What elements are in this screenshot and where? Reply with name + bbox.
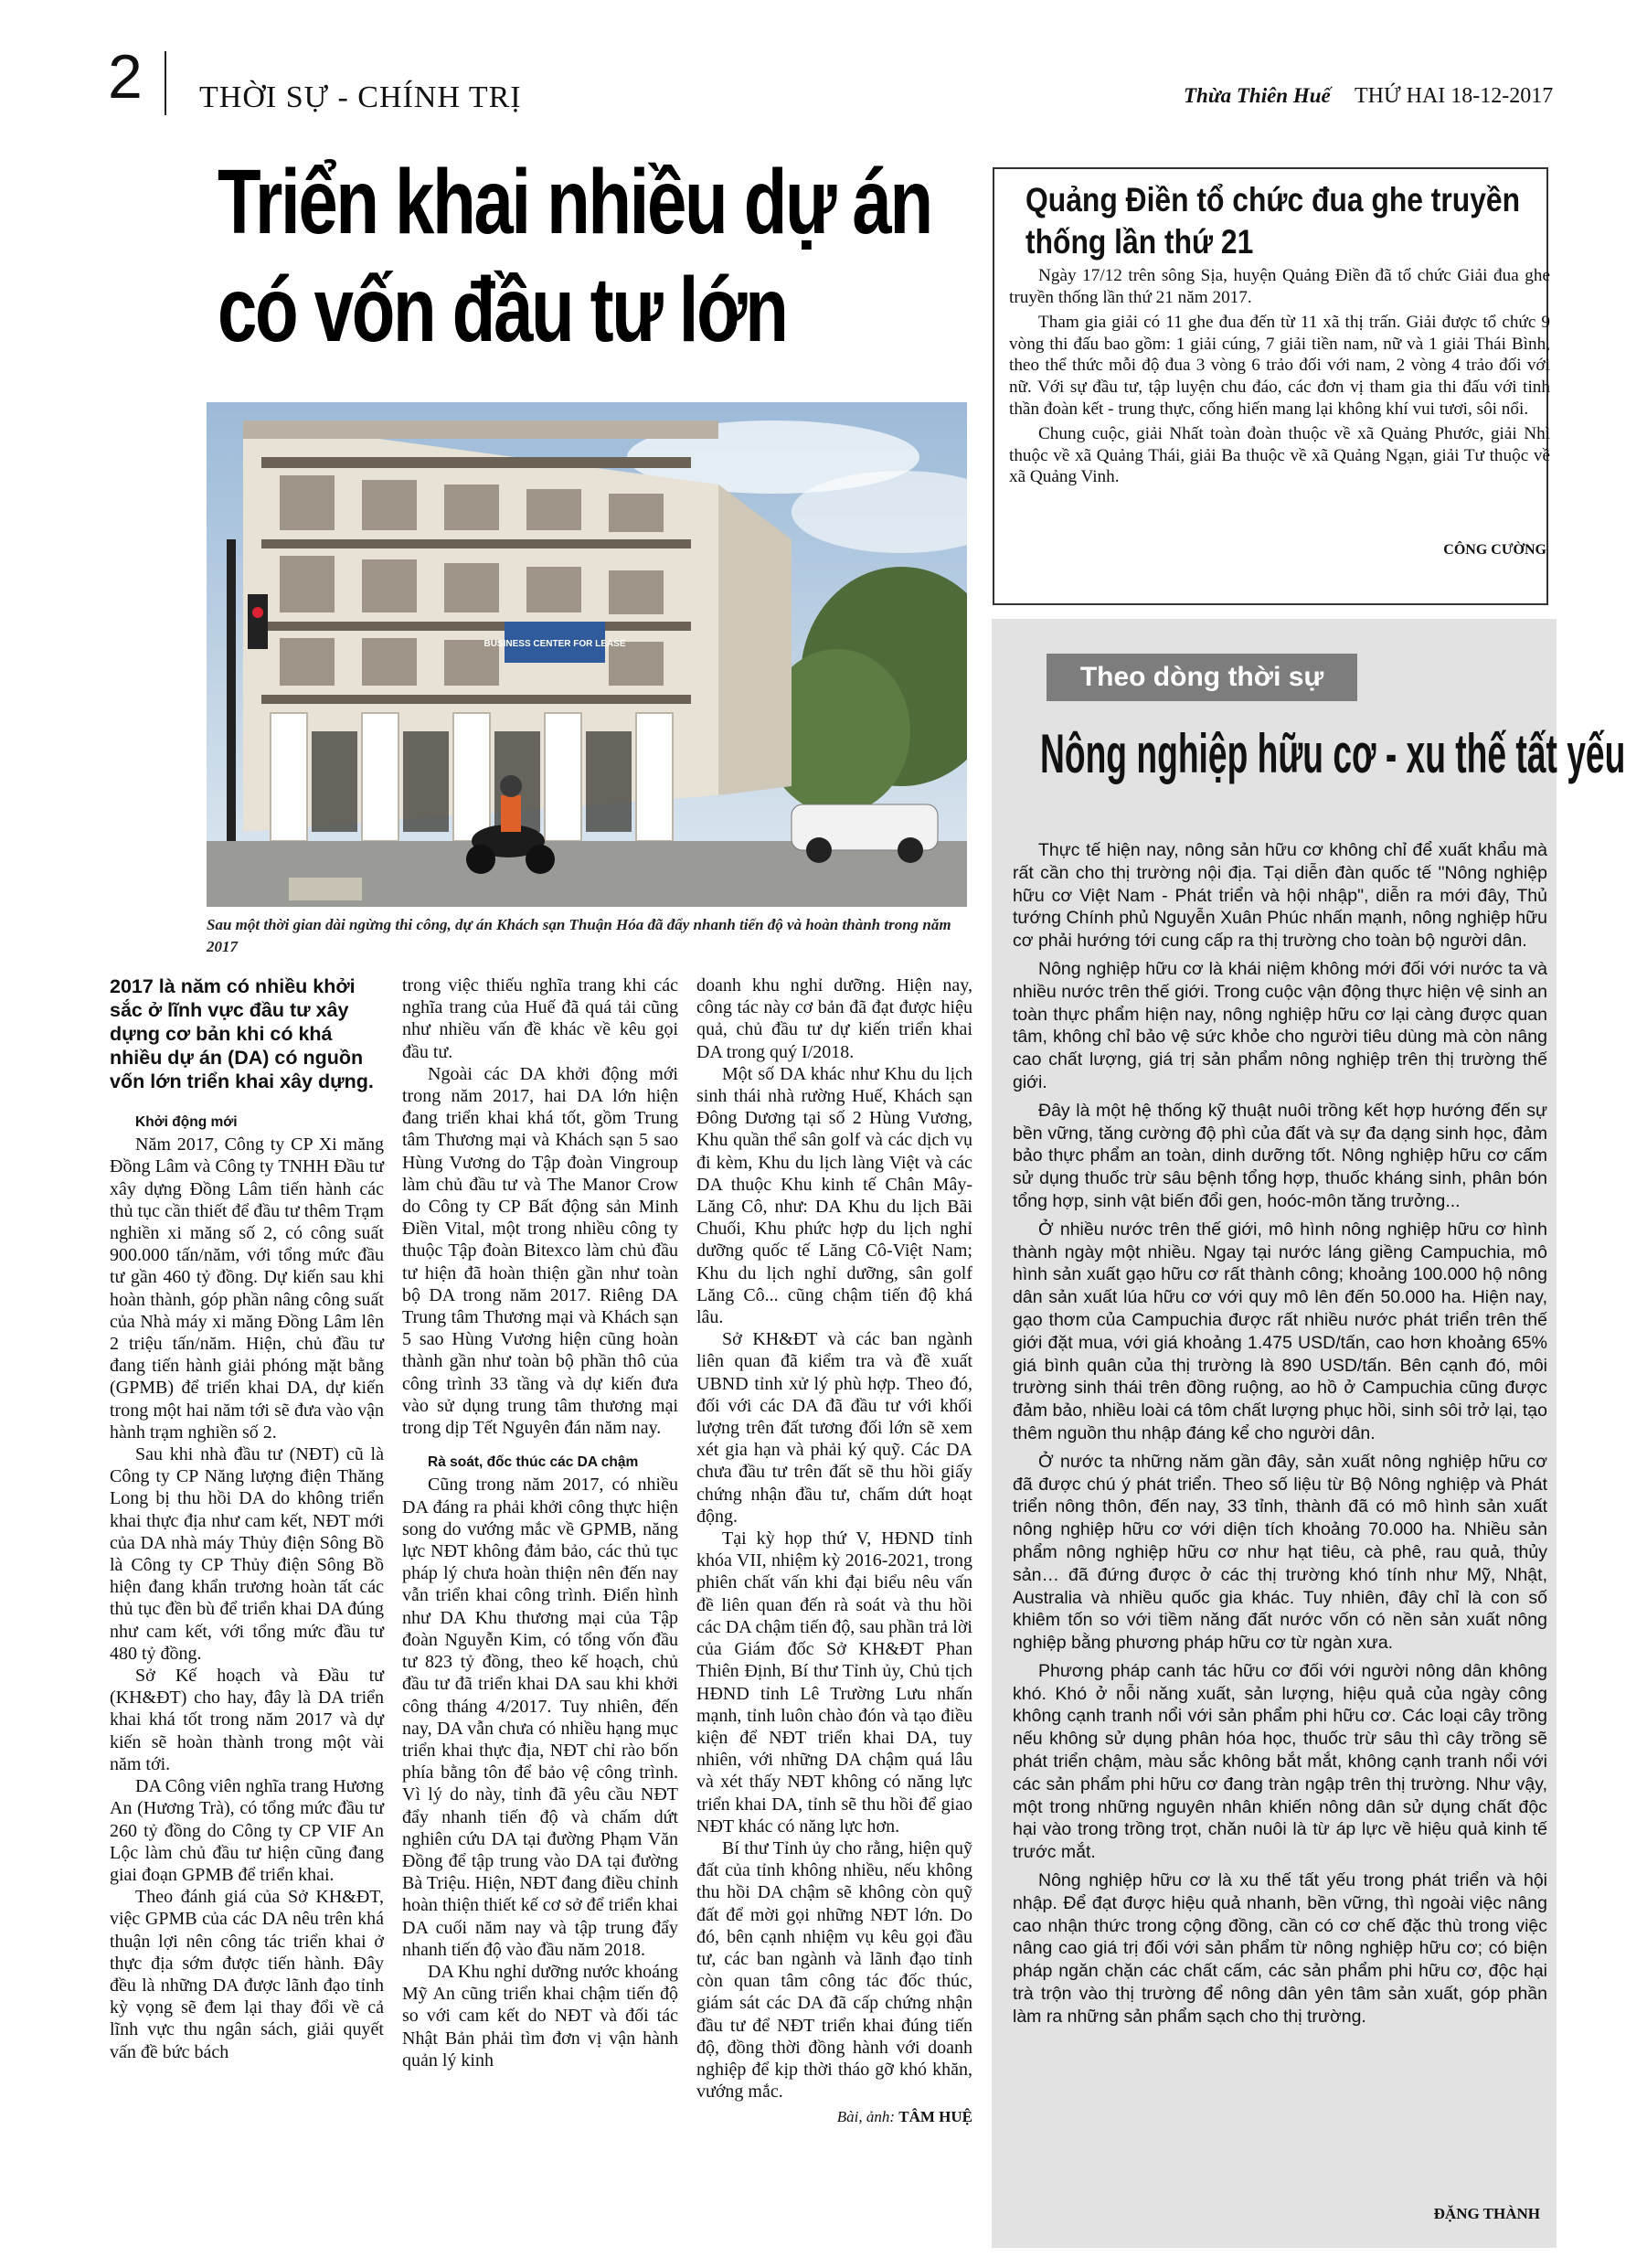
boat-race-body: [1009, 265, 1550, 492]
paragraph: Sau khi nhà đầu tư (NĐT) cũ là Công ty CP Năng lượng điện Thăng Long bị thu hồi DA do không triển khai thực địa như cam kết, NĐT mới của DA nhà máy Thủy điện Sông Bồ là Công ty CP Thủy điện Sông Bồ hiện đang khẩn trương hoàn tất các thủ tục đền bù để triển khai DA đúng như cam kết, với tổng mức đầu tư 480 tỷ đồng.: [110, 1444, 384, 1664]
paragraph: Năm 2017, Công ty CP Xi măng Đồng Lâm và Công ty TNHH Đầu tư xây dựng Đồng Lâm tiến hành các thủ tục cần thiết để đầu tư thêm Trạm nghiền xi măng số 2, có công suất 900.000 tấn/năm, với tổng mức đầu tư gần 460 tỷ đồng. Dự kiến sau khi hoàn thành, góp phần nâng công suất của Nhà máy xi măng Đồng Lâm lên 2 triệu tấn/năm. Hiện, chủ đầu tư đang tiến hành giải phóng mặt bằng (GPMB) để triển khai DA, dự kiến trong một hai năm tới sẽ đưa vào vận hành trạm nghiền số 2.: [110, 1134, 384, 1443]
paragraph: Bí thư Tỉnh ủy cho rằng, hiện quỹ đất của tỉnh không nhiều, nếu không thu hồi DA chậm sẽ không còn quỹ đất để mời gọi những NĐT lớn. Do đó, bên cạnh nhiệm vụ kêu gọi đầu tư, các ban ngành và lãnh đạo tỉnh còn quan tâm công tác đốc thúc, giám sát các DA đã cấp chứng nhận đầu tư để NĐT triển khai đúng tiến độ, đồng thời đồng hành với doanh nghiệp để kịp thời tháo gỡ khó khăn, vướng mắc.: [696, 1837, 972, 2103]
boat-race-author: CÔNG CƯỜNG: [1443, 542, 1546, 558]
byline-prefix: Bài, ảnh:: [836, 2108, 895, 2126]
paragraph: Một số DA khác như Khu du lịch sinh thái nhà rường Huế, Khách sạn Đông Dương tại số 2 Hùng Vương, Khu quần thể sân golf và các dịch vụ đi kèm, Khu du lịch làng Việt và các DA thuộc Khu kinh tế Chân Mây- Lăng Cô, như: DA Khu du lịch Bãi Chuối, Khu phức hợp du lịch nghỉ dưỡng quốc tế Lăng Cô-Việt Nam; Khu du lịch nghỉ dưỡng, sân golf Lăng Cô... cũng chậm tiến độ khá lâu.: [696, 1063, 972, 1328]
article-byline: [696, 2106, 972, 2128]
article-lead: 2017 là năm có nhiều khởi sắc ở lĩnh vực đầu tư xây dựng cơ bản khi có khá nhiều dự án (DA) có nguồn vốn lớn triển khai xây dựng.: [110, 975, 374, 1092]
photo-sign-text: BUSINESS CENTER FOR LEASE: [483, 639, 626, 649]
organic-farming-title: Nông nghiệp hữu cơ - xu thế tất yếu: [1040, 723, 1626, 784]
column-tag: Theo dòng thời sự: [1047, 654, 1357, 701]
paragraph: Tham gia giải có 11 ghe đua đến từ 11 xã thị trấn. Giải được tổ chức 9 vòng thi đấu bao gồm: 1 giải cúng, 7 giải tiền nam, nữ và 1 giải Thái Bình, theo thể thức mỗi độ đua 3 vòng 6 trảo đối với nam, 2 vòng 4 trảo đối với nữ. Với sự đầu tư, tập luyện chu đáo, các đơn vị tham gia thi đấu với tinh thần đoàn kết - trung thực, cống hiến mang lại không khí vui tươi, sôi nổi.: [1009, 313, 1550, 419]
building-illustration: [207, 402, 967, 907]
paragraph: Chung cuộc, giải Nhất toàn đoàn thuộc về xã Quảng Phước, giải Nhì thuộc về xã Quảng Thái, giải Ba thuộc về xã Quảng Ngạn, giải Tư thuộc về xã Quảng Vinh.: [1009, 424, 1550, 487]
page-number: 2: [108, 42, 143, 112]
paragraph: trong việc thiếu nghĩa trang khi các nghĩa trang của Huế đã quá tải cũng như nhiều vấn đề khác về kêu gọi đầu tư.: [402, 975, 678, 1062]
article-column-3: [696, 974, 972, 2129]
paragraph: Thực tế hiện nay, nông sản hữu cơ không chỉ để xuất khẩu mà rất cần cho thị trường nội địa. Tại diễn đàn quốc tế "Nông nghiệp hữu cơ Việt Nam - Phát triển và hội nhập", diễn ra mới đây, Thủ tướng Chính phủ Nguyễn Xuân Phúc nhấn mạnh, nông nghiệp hữu cơ phải hướng tới cung cấp ra thị trường cho toàn bộ người dân.: [1013, 840, 1547, 952]
newspaper-name: Thừa Thiên Huế: [1184, 84, 1331, 107]
issue-date: THỨ HAI 18-12-2017: [1355, 84, 1554, 108]
main-headline: [218, 148, 1016, 364]
subhead-ra-soat: Rà soát, đốc thúc các DA chậm: [428, 1454, 639, 1471]
paragraph: Phương pháp canh tác hữu cơ đối với người nông dân không khó. Khó ở nỗi năng xuất, sản lượng, hiệu quả của ngày công không cạnh tranh nổi với sản phẩm phi hữu cơ. Các loại cây trồng nếu không sử dụng phân hóa học, thuốc trừ sâu thì cây trồng sẽ phát triển chậm, màu sắc không bắt mắt, không cạnh tranh nổi với các sản phẩm phi hữu cơ đang tràn ngập trên thị trường. Như vậy, một trong những nguyên nhân khiến nông dân sử dụng chất độc hại vào trong trồng trọt, chăn nuôi là từ áp lực về hiệu quả kinh tế trước mắt.: [1013, 1660, 1547, 1863]
photo-caption: Sau một thời gian dài ngừng thi công, dự án Khách sạn Thuận Hóa đã đẩy nhanh tiến độ và hoàn thành trong năm 2017: [207, 916, 951, 955]
byline-author: TÂM HUỆ: [898, 2108, 972, 2126]
paragraph: DA Công viên nghĩa trang Hương An (Hương Trà), có tổng mức đầu tư 260 tỷ đồng do Công ty CP VIF An Lộc làm chủ đầu tư hiện cũng đang giai đoạn GPMB để triển khai.: [110, 1776, 384, 1885]
paragraph: Ở nước ta những năm gần đây, sản xuất nông nghiệp hữu cơ đã được chú ý phát triển. Theo số liệu từ Bộ Nông nghiệp và Phát triển nông thôn, đến nay, 33 tỉnh, thành đã có mô hình sản xuất nông nghiệp hữu cơ với diện tích khoảng 70.000 ha. Nhiều sản phẩm nông nghiệp hữu cơ như hạt tiêu, cà phê, rau quả, thủy sản… đã đứng được ở các thị trường khó tính như Mỹ, Nhật, Australia và nhiều quốc gia khác. Tuy nhiên, đây chỉ là con số khiêm tốn so với tiềm năng đất nước vốn có nền sản xuất nông nghiệp bằng phương pháp hữu cơ từ ngàn xưa.: [1013, 1451, 1547, 1654]
headline-line-1: Triển khai nhiều dự án: [218, 151, 931, 253]
paragraph: Đây là một hệ thống kỹ thuật nuôi trồng kết hợp hướng đến sự bền vững, tăng cường độ phì của đất và sự đa dạng sinh học, đảm bảo thực phẩm an toàn, dinh dưỡng tốt. Nông nghiệp hữu cơ cấm sử dụng thuốc trừ sâu bệnh tổng hợp, thuốc kháng sinh, phân bón tổng hợp, sinh vật biến đổi gen, hoóc-môn tăng trưởng...: [1013, 1100, 1547, 1211]
article-photo: [207, 402, 967, 907]
paragraph: Sở Kế hoạch và Đầu tư (KH&ĐT) cho hay, đây là DA triển khai khá tốt trong năm 2017 và dự kiến sẽ hoàn thành trong một vài năm tới.: [110, 1666, 384, 1774]
paragraph: Tại kỳ họp thứ V, HĐND tỉnh khóa VII, nhiệm kỳ 2016-2021, trong phiên chất vấn khi đại biểu nêu vấn đề liên quan đến rà soát và thu hồi các DA chậm tiến độ, sau phần trả lời của Giám đốc Sở KH&ĐT Phan Thiên Định, Bí thư Tỉnh ủy, Chủ tịch HĐND tỉnh Lê Trường Lưu nhấn mạnh, tỉnh luôn chào đón và tạo điều kiện để NĐT triển khai DA, tuy nhiên, với những DA chậm quá lâu và xét thấy NĐT không có năng lực triển khai DA, tỉnh sẽ thu hồi để giao NĐT khác có năng lực hơn.: [696, 1528, 972, 1837]
paragraph: Cũng trong năm 2017, có nhiều DA đáng ra phải khởi công thực hiện song do vướng mắc về GPMB, năng lực NĐT không đảm bảo, các thủ tục pháp lý chưa hoàn thiện nên đến nay vẫn triển khai công trình. Điển hình như DA Khu thương mại của Tập đoàn Nguyễn Kim, có tổng vốn đầu tư 823 tỷ đồng, theo kế hoạch, chủ đầu tư đã triển khai DA sau khi khởi công tháng 4/2017. Tuy nhiên, đến nay, DA vẫn chưa có nhiều hạng mục triển khai thực địa, NĐT chỉ rào bốn phía bằng tôn để bảo vệ công trình. Vì lý do này, tỉnh đã yêu cầu NĐT đẩy nhanh tiến độ và chấm dứt nghiên cứu DA tại đường Phạm Văn Đồng để tập trung vào DA tại đường Bà Triệu. Hiện, NĐT đang điều chỉnh hoàn thiện thiết kế cơ sở để triển khai DA cuối năm nay và tập trung đẩy nhanh tiến độ vào đầu năm 2018.: [402, 1475, 678, 1960]
boat-race-title: Quảng Điền tổ chức đua ghe truyền thống lần thứ 21: [1025, 181, 1521, 261]
paragraph: Ngoài các DA khởi động mới trong năm 2017, hai DA lớn hiện đang triển khai khá tốt, gồm Trung tâm Thương mại và Khách sạn 5 sao Hùng Vương do Tập đoàn Vingroup làm chủ đầu tư và The Manor Crow do Công ty CP Bất động sản Minh Điền Vital, một trong nhiều công ty thuộc Tập đoàn Bitexco làm chủ đầu tư hiện đã hoàn thiện gần như toàn bộ DA trong năm 2017. Riêng DA Trung tâm Thương mại và Khách sạn 5 sao Hùng Vương hiện cũng hoàn thành gần như toàn bộ phần thô của công trình 33 tầng và dự kiến đưa vào sử dụng trung tâm thương mại trong dịp Tết Nguyên đán năm nay.: [402, 1063, 678, 1439]
headline-line-2: có vốn đầu tư lớn: [218, 259, 787, 361]
organic-farming-author: ĐẶNG THÀNH: [1433, 2205, 1540, 2222]
article-column-1: [110, 974, 384, 2063]
paragraph: Ngày 17/12 trên sông Sịa, huyện Quảng Điền đã tổ chức Giải đua ghe truyền thống lần thứ 21 năm 2017.: [1009, 266, 1550, 307]
paragraph: doanh khu nghỉ dưỡng. Hiện nay, công tác này cơ bản đã đạt được hiệu quả, chủ đầu tư dự kiến triển khai DA trong quý I/2018.: [696, 975, 972, 1062]
section-title: THỜI SỰ - CHÍNH TRỊ: [199, 80, 522, 114]
paragraph: Theo đánh giá của Sở KH&ĐT, việc GPMB của các DA nêu trên khá thuận lợi nên công tác triển khai ở thực địa sớm được tiến hành. Đây đều là những DA được lãnh đạo tỉnh kỳ vọng sẽ đem lại thay đổi về cả lĩnh vực thu ngân sách, giải quyết vấn đề bức bách: [110, 1887, 384, 2062]
paragraph: DA Khu nghỉ dưỡng nước khoáng Mỹ An cũng triển khai chậm tiến độ so với cam kết do NĐT và đối tác Nhật Bản phải tìm đơn vị vận hành quản lý kinh: [402, 1961, 678, 2071]
paragraph: Ở nhiều nước trên thế giới, mô hình nông nghiệp hữu cơ hình thành ngày một nhiều. Ngay tại nước láng giềng Campuchia, mô hình sản xuất gạo hữu cơ rất thành công; khoảng 100.000 hộ nông dân sản xuất lúa hữu cơ với quy mô lên đến 50.000 ha. Hiện nay, gạo thơm của Campuchia được rất nhiều nước phát triển trên thế giới đặt mua, với giá khoảng 1.475 USD/tấn, cao hơn khoảng 65% giá bình quân của thị trường là 890 USD/tấn. Bên cạnh đó, môi trường sinh thái trên đồng ruộng, ao hồ ở Campuchia cũng được đảm bảo, nhiều loài cá tôm chất lượng phục hồi, sinh sôi trở lại, tạo thêm nguồn thu nhập đáng kể cho người dân.: [1013, 1219, 1547, 1443]
paragraph: Sở KH&ĐT và các ban ngành liên quan đã kiểm tra và đề xuất UBND tỉnh xử lý phù hợp. Theo đó, đối với các DA đã đầu tư với khối lượng trên đất tương đối lớn sẽ xem xét gia hạn và phải ký quỹ. Các DA chưa đầu tư trên đất sẽ thu hồi giấy chứng nhận đầu tư, chấm dứt hoạt động.: [696, 1329, 972, 1527]
paragraph: Nông nghiệp hữu cơ là khái niệm không mới đối với nước ta và nhiều nước trên thế giới. Trong cuộc vận động thực hiện vệ sinh an toàn thực phẩm hiện nay, nông nghiệp hữu cơ lại càng được quan tâm, không chỉ bảo vệ sức khỏe cho người tiêu dùng mà còn nâng cao chất lượng, giá trị sản phẩm nông nghiệp trên thị trường thế giới.: [1013, 958, 1547, 1092]
article-column-2: [402, 974, 678, 2071]
subhead-khoi-dong-moi: Khởi động mới: [135, 1114, 238, 1130]
header-divider: [165, 51, 166, 115]
organic-farming-body: [1013, 839, 1547, 2034]
paragraph: Nông nghiệp hữu cơ là xu thế tất yếu trong phát triển và hội nhập. Để đạt được hiệu quả nhanh, bền vững, thì ngoài việc nâng cao nhận thức trong cộng đồng, cần có cơ chế đặc thù trong việc nâng cao giá trị đối với sản phẩm từ nông nghiệp hữu cơ; có biện pháp ngăn chặn các chất cấm, các sản phẩm phi hữu cơ, độc hại trà trộn vào thị trường để nông dân yên tâm sản xuất, góp phần làm ra những sản phẩm sạch cho thị trường.: [1013, 1870, 1547, 2027]
